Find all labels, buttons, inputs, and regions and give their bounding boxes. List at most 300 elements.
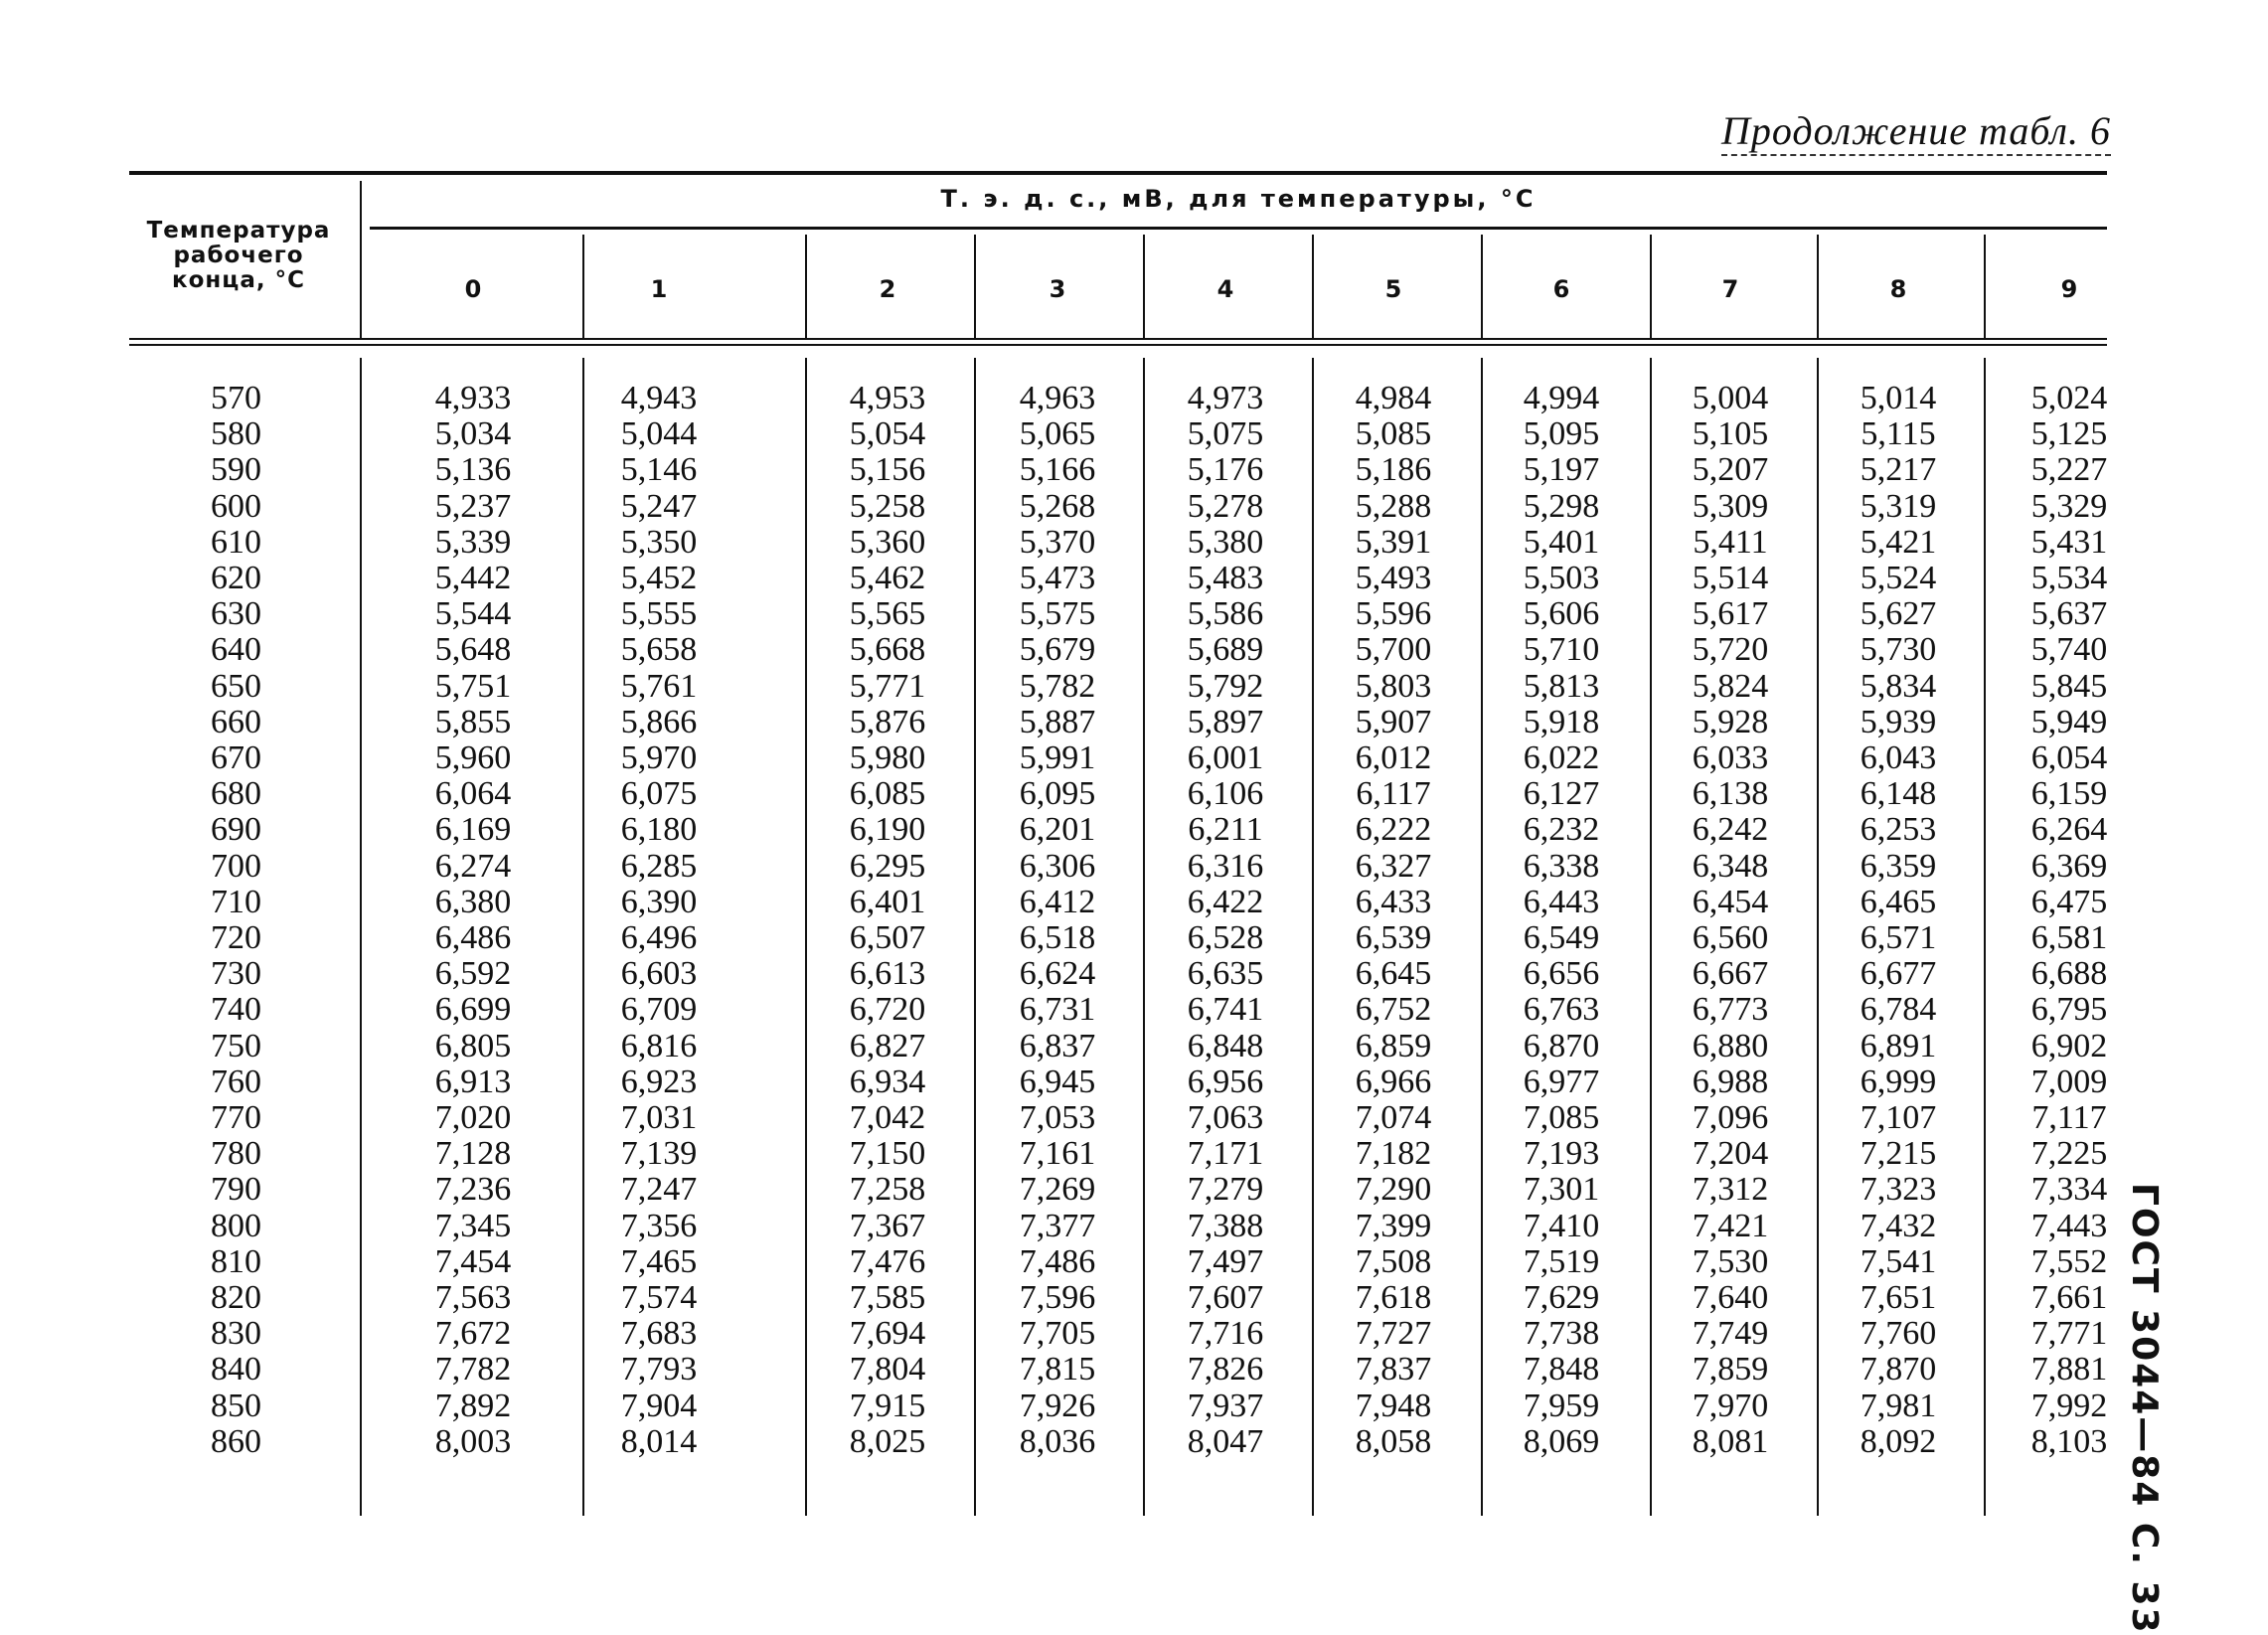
table-cell: 7,970 bbox=[1692, 1387, 1769, 1424]
row-temperature: 700 bbox=[211, 847, 261, 885]
table-cell: 6,486 bbox=[434, 919, 512, 956]
table-cell: 5,782 bbox=[1019, 667, 1096, 705]
table-cell: 5,928 bbox=[1692, 703, 1769, 740]
table-cell: 5,146 bbox=[620, 451, 698, 489]
table-cell: 6,635 bbox=[1187, 955, 1264, 993]
table-cell: 5,534 bbox=[2030, 560, 2108, 596]
table-cell: 6,549 bbox=[1523, 919, 1600, 956]
table-cell: 4,943 bbox=[620, 380, 698, 416]
table-cell: 5,970 bbox=[620, 739, 698, 776]
table-cell: 5,668 bbox=[849, 631, 926, 669]
table-cell: 7,694 bbox=[849, 1315, 926, 1353]
table-cell: 6,033 bbox=[1692, 739, 1769, 776]
table-cell: 6,159 bbox=[2030, 775, 2108, 813]
table-cell: 5,370 bbox=[1019, 523, 1096, 561]
table-cell: 5,360 bbox=[849, 523, 926, 561]
column-divider-body bbox=[1817, 358, 1819, 1516]
table-cell: 8,003 bbox=[434, 1422, 512, 1460]
table-cell: 7,323 bbox=[1860, 1171, 1937, 1209]
table-cell: 6,667 bbox=[1692, 955, 1769, 993]
row-temperature: 620 bbox=[211, 560, 261, 596]
table-cell: 6,677 bbox=[1860, 955, 1937, 993]
table-cell: 4,994 bbox=[1523, 380, 1600, 416]
column-divider-header bbox=[805, 235, 807, 338]
table-cell: 7,269 bbox=[1019, 1171, 1096, 1209]
column-divider-body bbox=[1481, 358, 1483, 1516]
row-temperature: 740 bbox=[211, 991, 261, 1029]
table-cell: 7,150 bbox=[849, 1135, 926, 1173]
table-cell: 5,115 bbox=[1861, 415, 1936, 453]
table-cell: 5,329 bbox=[2030, 487, 2108, 525]
column-header-6: 6 bbox=[1552, 275, 1570, 303]
table-cell: 8,025 bbox=[849, 1422, 926, 1460]
table-cell: 7,096 bbox=[1692, 1099, 1769, 1136]
table-cell: 5,700 bbox=[1355, 631, 1432, 669]
table-cell: 6,295 bbox=[849, 847, 926, 885]
column-header-0: 0 bbox=[464, 275, 482, 303]
row-temperature: 800 bbox=[211, 1207, 261, 1244]
table-cell: 7,959 bbox=[1523, 1387, 1600, 1424]
table-cell: 6,720 bbox=[849, 991, 926, 1029]
table-cell: 7,443 bbox=[2030, 1207, 2108, 1244]
table-cell: 7,519 bbox=[1523, 1242, 1600, 1280]
table-cell: 5,730 bbox=[1860, 631, 1937, 669]
row-temperature: 730 bbox=[211, 955, 261, 993]
table-cell: 5,004 bbox=[1692, 380, 1769, 416]
table-cell: 7,661 bbox=[2030, 1279, 2108, 1316]
table-cell: 5,125 bbox=[2030, 415, 2108, 453]
table-cell: 7,236 bbox=[434, 1171, 512, 1209]
table-cell: 8,014 bbox=[620, 1422, 698, 1460]
row-temperature: 810 bbox=[211, 1242, 261, 1280]
table-cell: 5,014 bbox=[1860, 380, 1937, 416]
row-temperature: 770 bbox=[211, 1099, 261, 1136]
table-cell: 6,401 bbox=[849, 883, 926, 920]
column-divider-body bbox=[805, 358, 807, 1516]
table-cell: 5,421 bbox=[1860, 523, 1937, 561]
table-cell: 7,749 bbox=[1692, 1315, 1769, 1353]
column-divider-header bbox=[974, 235, 976, 338]
table-cell: 5,268 bbox=[1019, 487, 1096, 525]
table-cell: 7,793 bbox=[620, 1351, 698, 1389]
table-cell: 7,738 bbox=[1523, 1315, 1600, 1353]
column-divider-header bbox=[1312, 235, 1314, 338]
column-divider-body bbox=[974, 358, 976, 1516]
column-divider-header bbox=[1817, 235, 1819, 338]
table-cell: 6,741 bbox=[1187, 991, 1264, 1029]
column-divider-body bbox=[1143, 358, 1145, 1516]
table-cell: 6,966 bbox=[1355, 1063, 1432, 1100]
table-cell: 5,866 bbox=[620, 703, 698, 740]
table-cell: 5,555 bbox=[620, 595, 698, 633]
table-cell: 7,530 bbox=[1692, 1242, 1769, 1280]
table-cell: 6,603 bbox=[620, 955, 698, 993]
table-cell: 6,518 bbox=[1019, 919, 1096, 956]
row-temperature: 750 bbox=[211, 1027, 261, 1064]
table-cell: 5,771 bbox=[849, 667, 926, 705]
table-cell: 7,410 bbox=[1523, 1207, 1600, 1244]
table-cell: 6,285 bbox=[620, 847, 698, 885]
table-cell: 5,350 bbox=[620, 523, 698, 561]
table-cell: 5,544 bbox=[434, 595, 512, 633]
table-cell: 6,528 bbox=[1187, 919, 1264, 956]
table-cell: 5,761 bbox=[620, 667, 698, 705]
table-cell: 6,316 bbox=[1187, 847, 1264, 885]
table-cell: 6,709 bbox=[620, 991, 698, 1029]
table-cell: 4,963 bbox=[1019, 380, 1096, 416]
row-temperature: 570 bbox=[211, 380, 261, 416]
table-cell: 5,586 bbox=[1187, 595, 1264, 633]
table-cell: 7,345 bbox=[434, 1207, 512, 1244]
table-cell: 7,204 bbox=[1692, 1135, 1769, 1173]
row-temperature: 830 bbox=[211, 1315, 261, 1353]
table-cell: 4,973 bbox=[1187, 380, 1264, 416]
table-cell: 8,092 bbox=[1860, 1422, 1937, 1460]
table-cell: 5,380 bbox=[1187, 523, 1264, 561]
table-cell: 5,075 bbox=[1187, 415, 1264, 453]
table-cell: 7,258 bbox=[849, 1171, 926, 1209]
table-cell: 6,613 bbox=[849, 955, 926, 993]
row-temperature: 710 bbox=[211, 883, 261, 920]
table-cell: 5,237 bbox=[434, 487, 512, 525]
table-cell: 5,575 bbox=[1019, 595, 1096, 633]
column-divider-body bbox=[360, 358, 362, 1516]
row-temperature: 850 bbox=[211, 1387, 261, 1424]
table-cell: 5,217 bbox=[1860, 451, 1937, 489]
table-cell: 6,699 bbox=[434, 991, 512, 1029]
row-temperature: 580 bbox=[211, 415, 261, 453]
table-cell: 5,689 bbox=[1187, 631, 1264, 669]
table-cell: 6,201 bbox=[1019, 811, 1096, 849]
table-cell: 5,034 bbox=[434, 415, 512, 453]
table-cell: 6,645 bbox=[1355, 955, 1432, 993]
table-cell: 5,176 bbox=[1187, 451, 1264, 489]
table-cell: 5,907 bbox=[1355, 703, 1432, 740]
table-cell: 7,399 bbox=[1355, 1207, 1432, 1244]
table-cell: 5,309 bbox=[1692, 487, 1769, 525]
table-cell: 5,514 bbox=[1692, 560, 1769, 596]
column-divider-header bbox=[1143, 235, 1145, 338]
table-cell: 5,803 bbox=[1355, 667, 1432, 705]
table-cell: 6,095 bbox=[1019, 775, 1096, 813]
table-cell: 5,065 bbox=[1019, 415, 1096, 453]
table-cell: 7,837 bbox=[1355, 1351, 1432, 1389]
table-cell: 5,845 bbox=[2030, 667, 2108, 705]
table-cell: 6,075 bbox=[620, 775, 698, 813]
table-cell: 5,949 bbox=[2030, 703, 2108, 740]
table-cell: 6,688 bbox=[2030, 955, 2108, 993]
table-cell: 5,054 bbox=[849, 415, 926, 453]
table-cell: 6,827 bbox=[849, 1027, 926, 1064]
table-cell: 6,880 bbox=[1692, 1027, 1769, 1064]
column-divider-header bbox=[582, 235, 584, 338]
table-cell: 5,044 bbox=[620, 415, 698, 453]
top-rule bbox=[129, 171, 2107, 175]
column-header-4: 4 bbox=[1216, 275, 1234, 303]
table-cell: 6,999 bbox=[1860, 1063, 1937, 1100]
column-divider-header bbox=[1650, 235, 1652, 338]
row-temperature: 600 bbox=[211, 487, 261, 525]
table-cell: 7,290 bbox=[1355, 1171, 1432, 1209]
column-divider-body bbox=[1984, 358, 1986, 1516]
table-cell: 6,870 bbox=[1523, 1027, 1600, 1064]
table-cell: 6,859 bbox=[1355, 1027, 1432, 1064]
table-cell: 5,710 bbox=[1523, 631, 1600, 669]
table-cell: 7,992 bbox=[2030, 1387, 2108, 1424]
table-cell: 5,565 bbox=[849, 595, 926, 633]
table-cell: 7,672 bbox=[434, 1315, 512, 1353]
table-cell: 5,751 bbox=[434, 667, 512, 705]
column-divider-header bbox=[1984, 235, 1986, 338]
table-cell: 7,771 bbox=[2030, 1315, 2108, 1353]
column-divider-body bbox=[1312, 358, 1314, 1516]
table-cell: 5,980 bbox=[849, 739, 926, 776]
table-cell: 6,043 bbox=[1860, 739, 1937, 776]
table-cell: 7,161 bbox=[1019, 1135, 1096, 1173]
table-cell: 6,169 bbox=[434, 811, 512, 849]
table-cell: 6,581 bbox=[2030, 919, 2108, 956]
row-temperature: 780 bbox=[211, 1135, 261, 1173]
span-header-rule bbox=[370, 227, 2107, 230]
table-cell: 7,607 bbox=[1187, 1279, 1264, 1316]
table-continuation-caption: Продолжение табл. 6 bbox=[1720, 108, 2111, 153]
table-cell: 6,496 bbox=[620, 919, 698, 956]
table-cell: 5,247 bbox=[620, 487, 698, 525]
table-cell: 7,651 bbox=[1860, 1279, 1937, 1316]
table-cell: 7,881 bbox=[2030, 1351, 2108, 1389]
table-cell: 6,507 bbox=[849, 919, 926, 956]
table-cell: 7,640 bbox=[1692, 1279, 1769, 1316]
table-cell: 7,904 bbox=[620, 1387, 698, 1424]
table-cell: 7,377 bbox=[1019, 1207, 1096, 1244]
table-cell: 7,171 bbox=[1187, 1135, 1264, 1173]
table-cell: 6,264 bbox=[2030, 811, 2108, 849]
table-cell: 7,367 bbox=[849, 1207, 926, 1244]
table-cell: 7,585 bbox=[849, 1279, 926, 1316]
table-cell: 5,991 bbox=[1019, 739, 1096, 776]
table-cell: 6,795 bbox=[2030, 991, 2108, 1029]
table-cell: 7,782 bbox=[434, 1351, 512, 1389]
table-cell: 6,816 bbox=[620, 1027, 698, 1064]
table-cell: 6,934 bbox=[849, 1063, 926, 1100]
table-cell: 7,085 bbox=[1523, 1099, 1600, 1136]
table-cell: 7,225 bbox=[2030, 1135, 2108, 1173]
table-cell: 6,117 bbox=[1356, 775, 1431, 813]
table-cell: 6,012 bbox=[1355, 739, 1432, 776]
table-cell: 7,432 bbox=[1860, 1207, 1937, 1244]
table-cell: 6,465 bbox=[1860, 883, 1937, 920]
table-cell: 6,422 bbox=[1187, 883, 1264, 920]
table-cell: 6,848 bbox=[1187, 1027, 1264, 1064]
table-cell: 7,716 bbox=[1187, 1315, 1264, 1353]
table-cell: 6,022 bbox=[1523, 739, 1600, 776]
table-cell: 7,193 bbox=[1523, 1135, 1600, 1173]
table-cell: 6,369 bbox=[2030, 847, 2108, 885]
table-cell: 5,258 bbox=[849, 487, 926, 525]
table-cell: 7,301 bbox=[1523, 1171, 1600, 1209]
table-cell: 6,327 bbox=[1355, 847, 1432, 885]
table-cell: 7,107 bbox=[1860, 1099, 1937, 1136]
table-cell: 6,773 bbox=[1692, 991, 1769, 1029]
table-cell: 7,848 bbox=[1523, 1351, 1600, 1389]
column-divider-header bbox=[360, 181, 362, 338]
table-cell: 5,960 bbox=[434, 739, 512, 776]
table-cell: 7,815 bbox=[1019, 1351, 1096, 1389]
column-header-5: 5 bbox=[1384, 275, 1402, 303]
table-cell: 7,279 bbox=[1187, 1171, 1264, 1209]
table-cell: 7,334 bbox=[2030, 1171, 2108, 1209]
table-cell: 7,563 bbox=[434, 1279, 512, 1316]
column-header-2: 2 bbox=[879, 275, 896, 303]
table-cell: 7,926 bbox=[1019, 1387, 1096, 1424]
table-cell: 7,948 bbox=[1355, 1387, 1432, 1424]
table-cell: 5,637 bbox=[2030, 595, 2108, 633]
table-cell: 5,813 bbox=[1523, 667, 1600, 705]
table-cell: 7,596 bbox=[1019, 1279, 1096, 1316]
side-page-label: ГОСТ 3044—84 С. 33 bbox=[2124, 1183, 2165, 1635]
table-cell: 7,618 bbox=[1355, 1279, 1432, 1316]
table-cell: 7,042 bbox=[849, 1099, 926, 1136]
table-cell: 5,627 bbox=[1860, 595, 1937, 633]
table-cell: 6,001 bbox=[1187, 739, 1264, 776]
table-cell: 7,074 bbox=[1355, 1099, 1432, 1136]
table-cell: 5,617 bbox=[1692, 595, 1769, 633]
table-cell: 7,421 bbox=[1692, 1207, 1769, 1244]
table-cell: 5,658 bbox=[620, 631, 698, 669]
header-bottom-rule bbox=[129, 338, 2107, 340]
table-cell: 5,524 bbox=[1860, 560, 1937, 596]
row-temperature: 820 bbox=[211, 1279, 261, 1316]
table-cell: 7,826 bbox=[1187, 1351, 1264, 1389]
table-cell: 6,180 bbox=[620, 811, 698, 849]
column-divider-header bbox=[1481, 235, 1483, 338]
table-cell: 6,242 bbox=[1692, 811, 1769, 849]
row-temperature: 840 bbox=[211, 1351, 261, 1389]
table-cell: 5,339 bbox=[434, 523, 512, 561]
table-cell: 8,047 bbox=[1187, 1422, 1264, 1460]
table-cell: 7,915 bbox=[849, 1387, 926, 1424]
table-cell: 7,128 bbox=[434, 1135, 512, 1173]
table-cell: 6,190 bbox=[849, 811, 926, 849]
table-cell: 7,020 bbox=[434, 1099, 512, 1136]
table-cell: 7,031 bbox=[620, 1099, 698, 1136]
table-cell: 7,727 bbox=[1355, 1315, 1432, 1353]
table-cell: 5,411 bbox=[1693, 523, 1768, 561]
table-cell: 5,679 bbox=[1019, 631, 1096, 669]
table-cell: 6,127 bbox=[1523, 775, 1600, 813]
table-cell: 6,805 bbox=[434, 1027, 512, 1064]
table-cell: 5,452 bbox=[620, 560, 698, 596]
table-cell: 6,784 bbox=[1860, 991, 1937, 1029]
table-cell: 5,431 bbox=[2030, 523, 2108, 561]
table-cell: 7,247 bbox=[620, 1171, 698, 1209]
column-header-7: 7 bbox=[1721, 275, 1739, 303]
table-cell: 6,923 bbox=[620, 1063, 698, 1100]
table-cell: 5,207 bbox=[1692, 451, 1769, 489]
table-cell: 7,117 bbox=[2031, 1099, 2107, 1136]
table-cell: 6,539 bbox=[1355, 919, 1432, 956]
row-temperature: 590 bbox=[211, 451, 261, 489]
table-cell: 8,069 bbox=[1523, 1422, 1600, 1460]
row-temperature: 670 bbox=[211, 739, 261, 776]
row-temperature: 650 bbox=[211, 667, 261, 705]
table-cell: 7,892 bbox=[434, 1387, 512, 1424]
table-cell: 6,837 bbox=[1019, 1027, 1096, 1064]
table-cell: 6,138 bbox=[1692, 775, 1769, 813]
table-cell: 7,629 bbox=[1523, 1279, 1600, 1316]
table-cell: 6,106 bbox=[1187, 775, 1264, 813]
table-cell: 7,063 bbox=[1187, 1099, 1264, 1136]
table-cell: 5,855 bbox=[434, 703, 512, 740]
table-cell: 6,656 bbox=[1523, 955, 1600, 993]
table-cell: 7,388 bbox=[1187, 1207, 1264, 1244]
table-cell: 8,081 bbox=[1692, 1422, 1769, 1460]
column-header-1: 1 bbox=[650, 275, 668, 303]
table-cell: 8,058 bbox=[1355, 1422, 1432, 1460]
table-cell: 5,197 bbox=[1523, 451, 1600, 489]
table-cell: 5,606 bbox=[1523, 595, 1600, 633]
table-cell: 6,763 bbox=[1523, 991, 1600, 1029]
table-cell: 5,298 bbox=[1523, 487, 1600, 525]
table-cell: 6,054 bbox=[2030, 739, 2108, 776]
table-cell: 7,508 bbox=[1355, 1242, 1432, 1280]
row-temperature: 690 bbox=[211, 811, 261, 849]
table-cell: 6,977 bbox=[1523, 1063, 1600, 1100]
row-temperature: 760 bbox=[211, 1063, 261, 1100]
row-temperature: 720 bbox=[211, 919, 261, 956]
table-cell: 7,760 bbox=[1860, 1315, 1937, 1353]
table-cell: 6,891 bbox=[1860, 1027, 1937, 1064]
table-cell: 6,475 bbox=[2030, 883, 2108, 920]
table-cell: 5,095 bbox=[1523, 415, 1600, 453]
table-cell: 5,720 bbox=[1692, 631, 1769, 669]
table-cell: 5,939 bbox=[1860, 703, 1937, 740]
table-cell: 6,274 bbox=[434, 847, 512, 885]
row-temperature: 680 bbox=[211, 775, 261, 813]
table-cell: 7,705 bbox=[1019, 1315, 1096, 1353]
table-cell: 7,937 bbox=[1187, 1387, 1264, 1424]
row-temperature: 860 bbox=[211, 1422, 261, 1460]
table-cell: 6,752 bbox=[1355, 991, 1432, 1029]
table-cell: 8,103 bbox=[2030, 1422, 2108, 1460]
table-cell: 4,953 bbox=[849, 380, 926, 416]
table-cell: 5,401 bbox=[1523, 523, 1600, 561]
table-cell: 7,465 bbox=[620, 1242, 698, 1280]
table-cell: 6,902 bbox=[2030, 1027, 2108, 1064]
table-cell: 6,433 bbox=[1355, 883, 1432, 920]
table-cell: 5,319 bbox=[1860, 487, 1937, 525]
table-cell: 7,053 bbox=[1019, 1099, 1096, 1136]
table-cell: 5,503 bbox=[1523, 560, 1600, 596]
table-cell: 7,139 bbox=[620, 1135, 698, 1173]
table-cell: 7,497 bbox=[1187, 1242, 1264, 1280]
table-cell: 7,312 bbox=[1692, 1171, 1769, 1209]
table-cell: 7,981 bbox=[1860, 1387, 1937, 1424]
row-temperature: 630 bbox=[211, 595, 261, 633]
table-cell: 5,136 bbox=[434, 451, 512, 489]
table-cell: 7,870 bbox=[1860, 1351, 1937, 1389]
header-bottom-rule-2 bbox=[129, 344, 2107, 346]
table-cell: 5,876 bbox=[849, 703, 926, 740]
row-temperature: 610 bbox=[211, 523, 261, 561]
table-cell: 6,913 bbox=[434, 1063, 512, 1100]
row-temperature: 790 bbox=[211, 1171, 261, 1209]
table-cell: 6,348 bbox=[1692, 847, 1769, 885]
table-cell: 4,984 bbox=[1355, 380, 1432, 416]
table-cell: 6,085 bbox=[849, 775, 926, 813]
table-cell: 5,824 bbox=[1692, 667, 1769, 705]
table-cell: 6,412 bbox=[1019, 883, 1096, 920]
